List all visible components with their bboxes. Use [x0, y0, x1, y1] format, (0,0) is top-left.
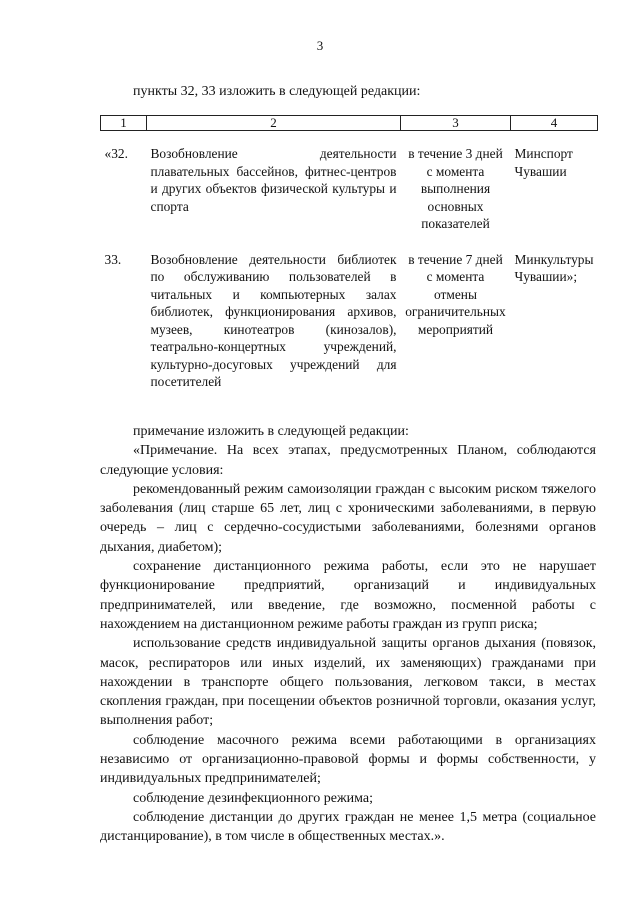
intro-text: пункты 32, 33 изложить в следующей редакции:	[133, 84, 421, 99]
note-section	[100, 422, 596, 847]
column-header-3: 3	[401, 116, 511, 131]
table-row	[101, 131, 598, 251]
column-header-2: 2	[147, 116, 401, 131]
table-row	[101, 251, 598, 391]
paragraph: использование средств индивидуальной защиты органов дыхания (повязок, масок, респираторов или иных изделий, их заменяющих) гражданами при нахождении в транспорте общего пользования, легковом такси, в местах скопления граждан, при посещении объектов розничной торговли, оказания услуг, выполнения работ;	[100, 636, 596, 729]
row-responsible: Минспорт Чувашии	[514, 146, 573, 179]
column-header-1: 1	[101, 116, 147, 131]
row-number: «32.	[104, 146, 128, 161]
paragraph: соблюдение дистанции до других граждан не менее 1,5 метра (социальное дистанцирование), в том числе в общественных местах.».	[100, 809, 596, 845]
row-term: в течение 3 дней с момента выполнения основных показателей	[408, 146, 503, 231]
table-header-row	[101, 116, 598, 131]
amendment-table	[100, 115, 598, 391]
paragraph: соблюдение дезинфекционного режима;	[133, 790, 373, 806]
row-description: Возобновление деятельности библиотек по обслуживанию пользователей в читальных и компьютерных залах библиотек, функционирования архивов, музеев, кинотеатров (кинозалов), театрально-концертных учреждений, культурно-досуговых учреждений для посетителей	[150, 251, 397, 389]
paragraph: примечание изложить в следующей редакции:	[133, 424, 409, 439]
paragraph: сохранение дистанционного режима работы, если это не нарушает функционирование предприятий, организаций и индивидуальных предпринимателей, или введение, где возможно, посменной работы с нахождением на дистанционном режиме работы граждан из групп риска;	[100, 559, 596, 632]
row-number: 33.	[104, 251, 122, 267]
column-header-4: 4	[511, 116, 598, 131]
paragraph: рекомендованный режим самоизоляции граждан с высоким риском тяжелого заболевания (лиц старше 65 лет, лиц с хроническими заболеваниями, в первую очередь – лиц с сердечно-сосудистыми заболеваниями, болезнями органов дыхания, диабетом);	[100, 481, 596, 555]
row-description: Возобновление деятельности плавательных бассейнов, фитнес-центров и других объектов физической культуры и спорта	[150, 146, 397, 214]
row-responsible: Минкультуры Чувашии»;	[514, 251, 594, 284]
row-term: в течение 7 дней с момента отмены ограничительных мероприятий	[405, 251, 506, 337]
paragraph: «Примечание. На всех этапах, предусмотренных Планом, соблюдаются следующие условия:	[100, 443, 596, 478]
page-number: 3	[316, 38, 324, 53]
paragraph: соблюдение масочного режима всеми работающими в организациях независимо от организационно-правовой формы и формы собственности, у индивидуальных предпринимателей;	[100, 732, 596, 787]
